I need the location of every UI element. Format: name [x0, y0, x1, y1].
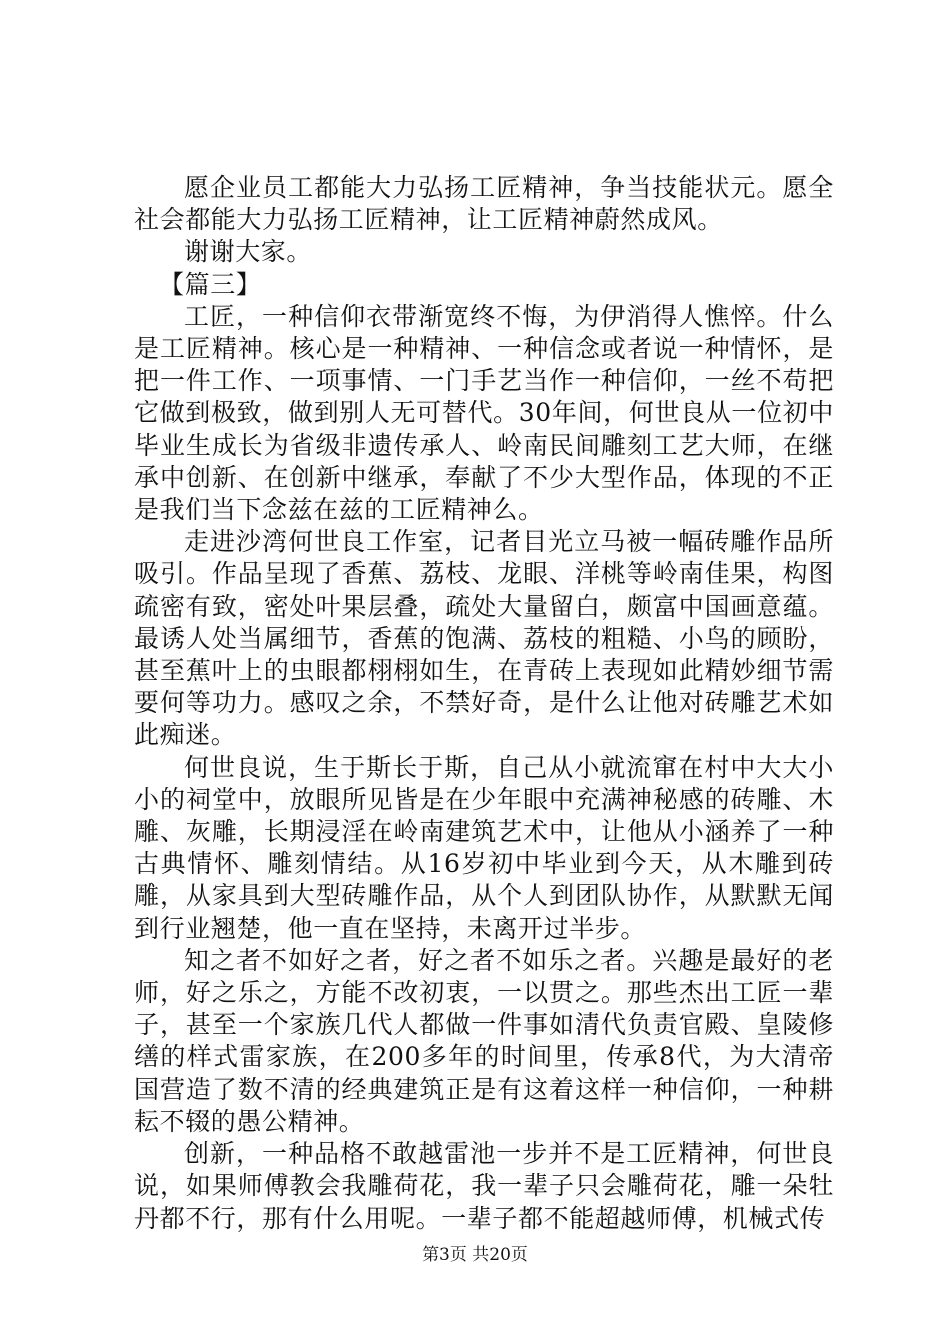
section-heading: 【篇三】 [159, 269, 262, 299]
paragraph-childhood: 何世良说，生于斯长于斯，自己从小就流窜在村中大大小小的祠堂中，放眼所见皆是在少年眼中充满神秘感的砖雕、木雕、灰雕，长期浸淫在岭南建筑艺术中，让他从小涵养了一种古典情怀、雕刻情结。从16岁初中毕业到今天，从木雕到砖雕，从家具到大型砖雕作品，从个人到团队协作，从默默无闻到行业翘楚，他一直在坚持，未离开过半步。 [134, 752, 834, 943]
paragraph-innovation: 创新，一种品格不敢越雷池一步并不是工匠精神，何世良说，如果师傅教会我雕荷花，我一辈子只会雕荷花，雕一朵牡丹都不行，那有什么用呢。一辈子都不能超越师傅，机械式传 [134, 1139, 834, 1233]
page-number-footer: 第3页 共20页 [422, 1245, 528, 1265]
paragraph-interest: 知之者不如好之者，好之者不如乐之者。兴趣是最好的老师，好之乐之，方能不改初衷，一以贯之。那些杰出工匠一辈子，甚至一个家族几代人都做一件事如清代负责官殿、皇陵修缮的样式雷家族，在200多年的时间里，传承8代，为大清帝国营造了数不清的经典建筑正是有这着这样一种信仰，一种耕耘不辍的愚公精神。 [134, 945, 834, 1136]
document-body [134, 172, 834, 1235]
paragraph-thanks: 谢谢大家。 [184, 237, 313, 267]
paragraph-closing-wish: 愿企业员工都能大力弘扬工匠精神，争当技能状元。愿全社会都能大力弘扬工匠精神，让工匠精神蔚然成风。 [134, 173, 834, 235]
paragraph-craftsman-belief: 工匠，一种信仰衣带渐宽终不悔，为伊消得人憔悴。什么是工匠精神。核心是一种精神、一种信念或者说一种情怀，是把一件工作、一项事情、一门手艺当作一种信仰，一丝不苟把它做到极致，做到别人无可替代。30年间，何世良从一位初中毕业生成长为省级非遗传承人、岭南民间雕刻工艺大师，在继承中创新、在创新中继承，奉献了不少大型作品，体现的不正是我们当下念兹在兹的工匠精神么。 [134, 301, 834, 525]
paragraph-studio-visit: 走进沙湾何世良工作室，记者目光立马被一幅砖雕作品所吸引。作品呈现了香蕉、荔枝、龙眼、洋桃等岭南佳果，构图疏密有致，密处叶果层叠，疏处大量留白，颇富中国画意蕴。最诱人处当属细节，香蕉的饱满、荔枝的粗糙、小鸟的顾盼，甚至蕉叶上的虫眼都栩栩如生，在青砖上表现如此精妙细节需要何等功力。感叹之余，不禁好奇，是什么让他对砖雕艺术如此痴迷。 [134, 527, 834, 750]
